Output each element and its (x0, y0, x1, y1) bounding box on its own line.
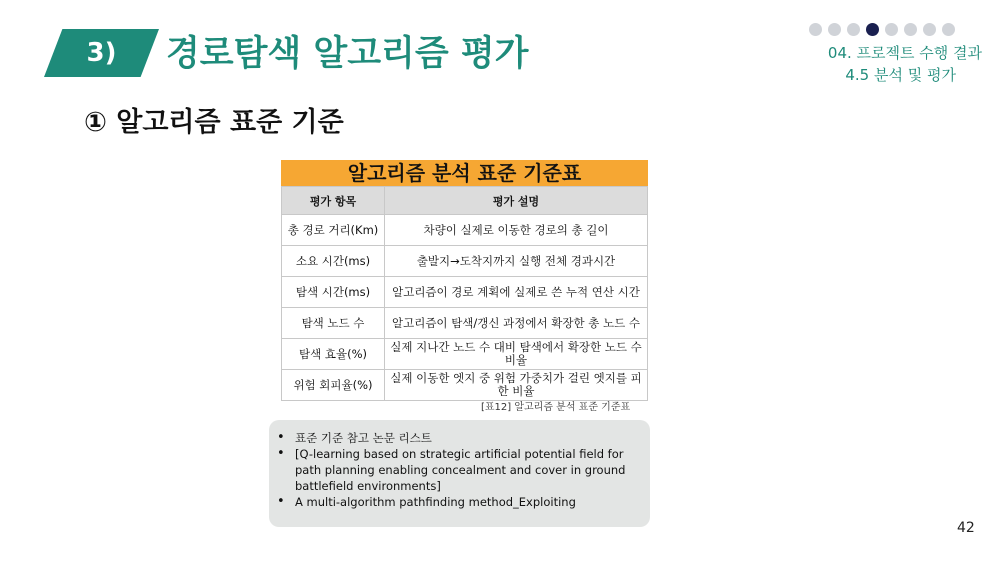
progress-dot (885, 23, 898, 36)
section-number: 3) (86, 38, 117, 68)
table-cell-item: 소요 시간(ms) (282, 246, 385, 277)
list-item: • A multi-algorithm pathfinding method_Exploiting (291, 494, 640, 510)
table-cell-description: 출발지→도착지까지 실행 전체 경과시간 (385, 246, 648, 277)
table-row (282, 246, 648, 277)
table-row (282, 370, 648, 401)
page-title: 경로탐색 알고리즘 평가 (166, 34, 529, 74)
progress-dot (904, 23, 917, 36)
table-cell-item: 총 경로 거리(Km) (282, 215, 385, 246)
criteria-table (281, 186, 648, 401)
progress-dot (809, 23, 822, 36)
progress-dots (809, 23, 955, 36)
column-header: 평가 설명 (385, 187, 648, 215)
table-cell-description: 알고리즘이 탐색/갱신 과정에서 확장한 총 노드 수 (385, 308, 648, 339)
progress-dot (847, 23, 860, 36)
subheading: ① 알고리즘 표준 기준 (84, 107, 344, 138)
table-cell-description: 실제 이동한 엣지 중 위험 가중치가 걸린 엣지를 피한 비율 (385, 370, 648, 401)
standard-table (281, 160, 648, 401)
breadcrumb (828, 42, 982, 86)
table-cell-description: 알고리즘이 경로 계획에 실제로 쓴 누적 연산 시간 (385, 277, 648, 308)
breadcrumb-chapter: 04. 프로젝트 수행 결과 (827, 44, 982, 62)
progress-dot (923, 23, 936, 36)
list-item: • 표준 기준 참고 논문 리스트 (291, 430, 640, 446)
progress-dot (828, 23, 841, 36)
table-title: 알고리즘 분석 표준 기준표 (281, 160, 648, 186)
table-row (282, 339, 648, 370)
progress-dot (942, 23, 955, 36)
table-row (282, 308, 648, 339)
column-header: 평가 항목 (282, 187, 385, 215)
table-cell-item: 탐색 시간(ms) (282, 277, 385, 308)
table-row (282, 277, 648, 308)
page-number: 42 (957, 520, 975, 536)
reference-box (269, 420, 650, 527)
breadcrumb-section: 4.5 분석 및 평가 (845, 66, 956, 84)
list-item: • [Q-learning based on strategic artificial potential field for path planning enabling concealment and cover in ground battlefield environments] (291, 446, 640, 494)
table-cell-description: 차량이 실제로 이동한 경로의 총 길이 (385, 215, 648, 246)
table-header-row (282, 187, 648, 215)
table-cell-item: 탐색 노드 수 (282, 308, 385, 339)
table-cell-description: 실제 지나간 노드 수 대비 탐색에서 확장한 노드 수 비율 (385, 339, 648, 370)
table-row (282, 215, 648, 246)
table-caption: [표12] 알고리즘 분석 표준 기준표 (481, 402, 631, 413)
table-cell-item: 탐색 효율(%) (282, 339, 385, 370)
progress-dot-active (866, 23, 879, 36)
table-cell-item: 위험 회피율(%) (282, 370, 385, 401)
reference-list (291, 430, 640, 510)
